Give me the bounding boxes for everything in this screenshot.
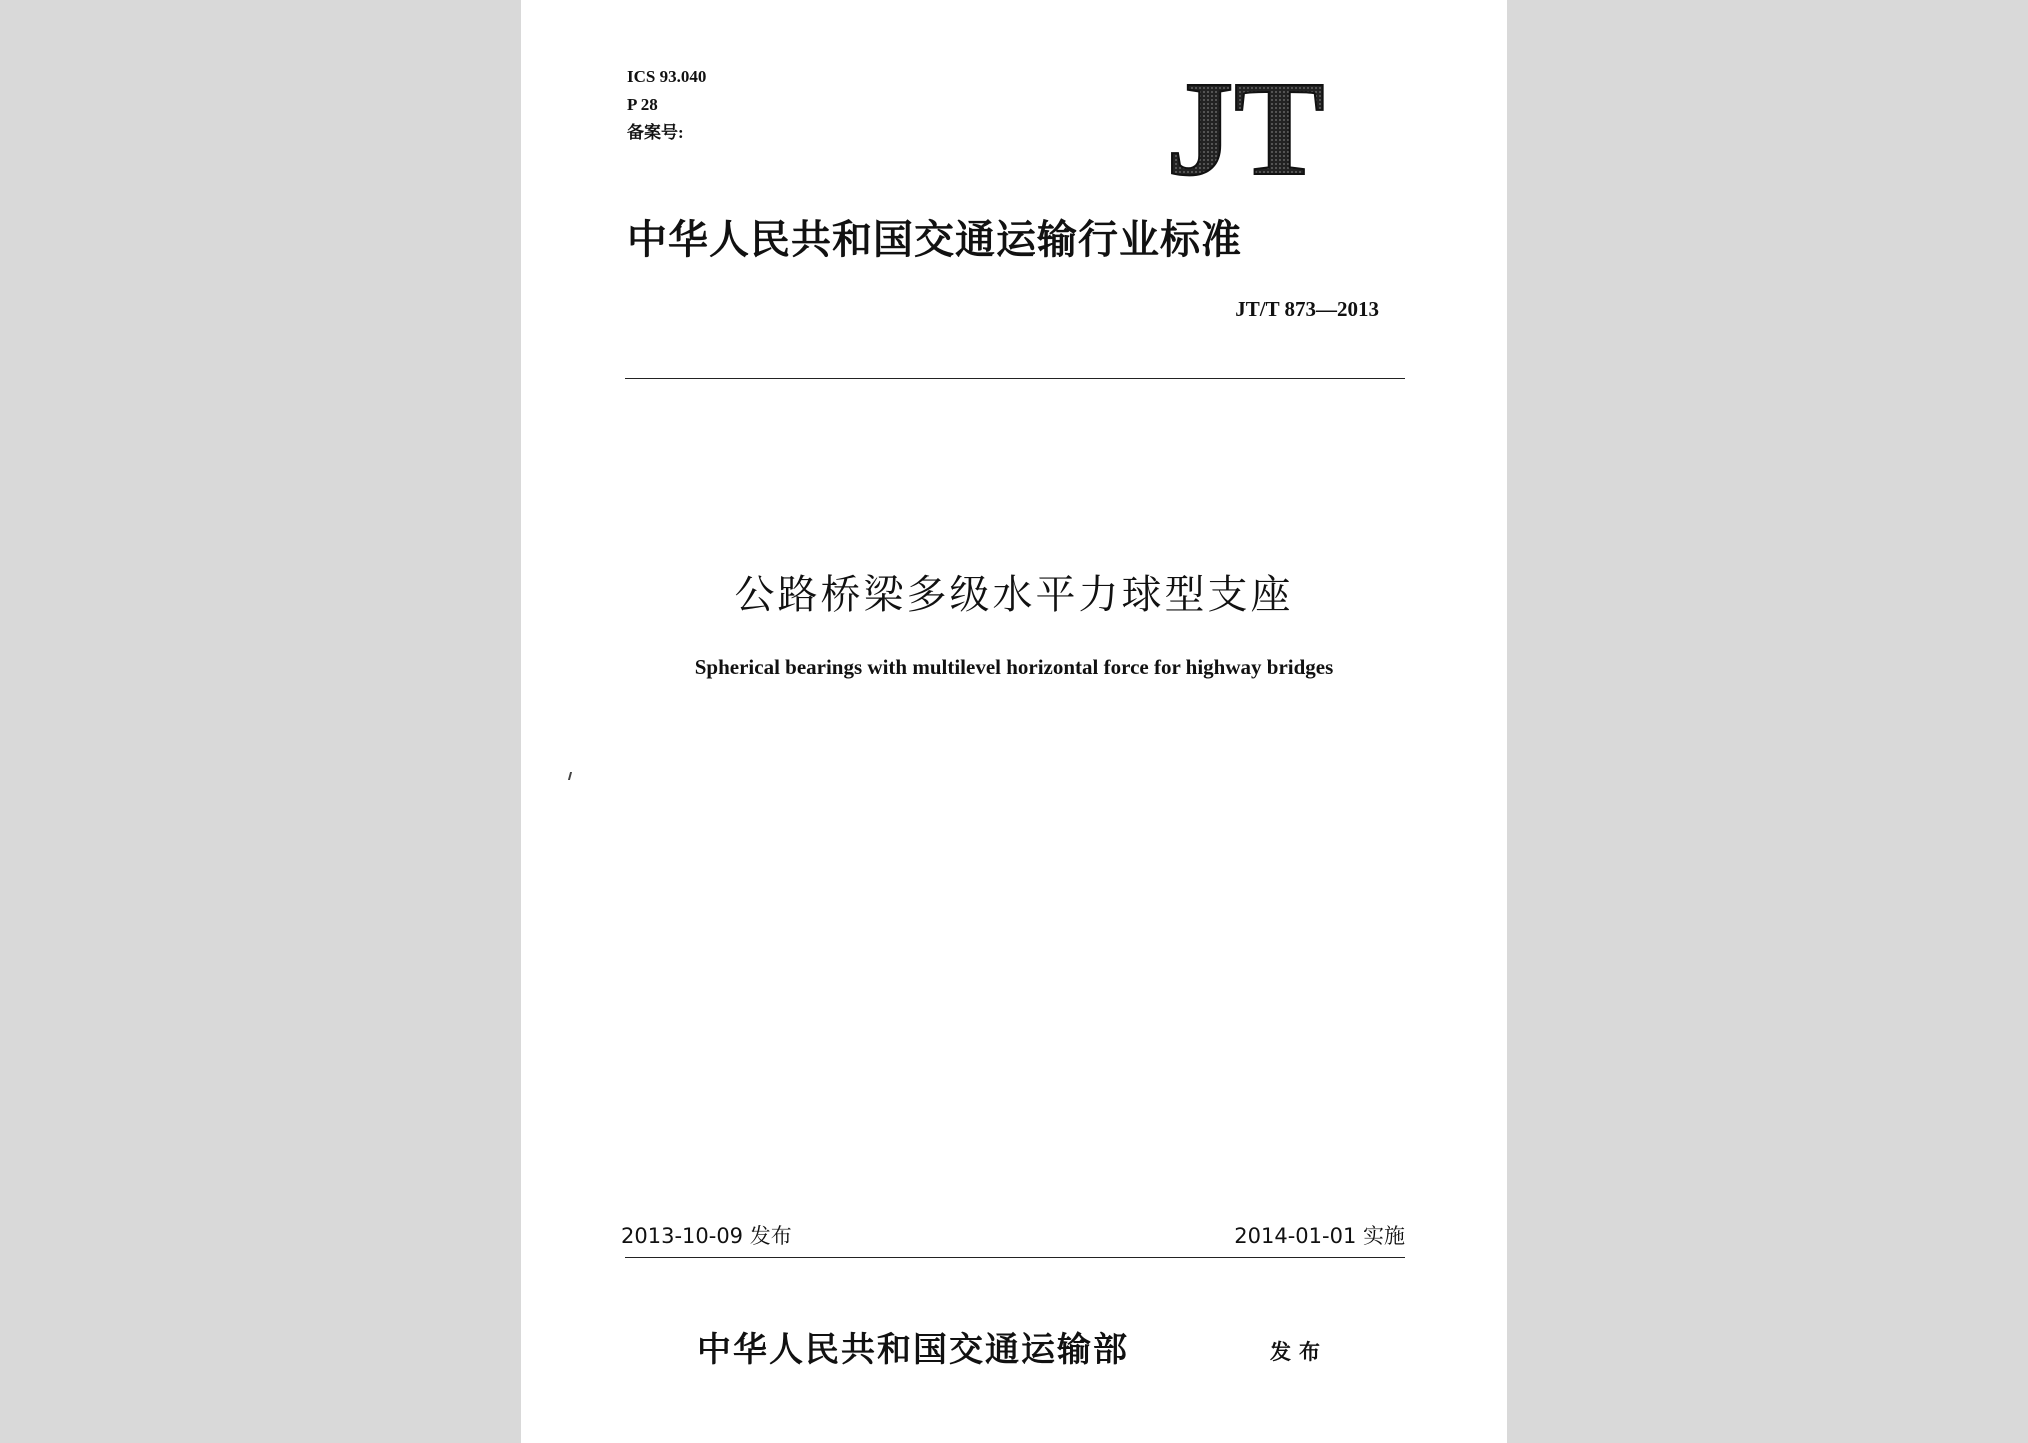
ics-code: ICS 93.040: [627, 67, 707, 86]
standard-category-title: 中华人民共和国交通运输行业标准: [627, 216, 1242, 263]
jt-logo-letters: JT: [1166, 74, 1325, 180]
scan-mark: [568, 772, 572, 780]
title-chinese: 公路桥梁多级水平力球型支座: [734, 572, 1294, 618]
standard-number: JT/T 873—2013: [1235, 297, 1379, 321]
publish-date: 2013-10-09 发布: [621, 1224, 792, 1248]
title-english: Spherical bearings with multilevel horizontal force for highway bridges: [694, 655, 1334, 679]
issuer-action-label: 发布: [1270, 1340, 1328, 1364]
header-divider: [625, 378, 1405, 379]
record-number-label: 备案号:: [627, 123, 684, 142]
footer-divider: [625, 1257, 1405, 1258]
jt-logo: [1166, 74, 1376, 180]
ccs-code: P 28: [627, 95, 658, 114]
effective-date: 2014-01-01 实施: [1234, 1224, 1405, 1248]
document-page: [521, 0, 1507, 1443]
issuing-authority: 中华人民共和国交通运输部: [697, 1330, 1129, 1370]
